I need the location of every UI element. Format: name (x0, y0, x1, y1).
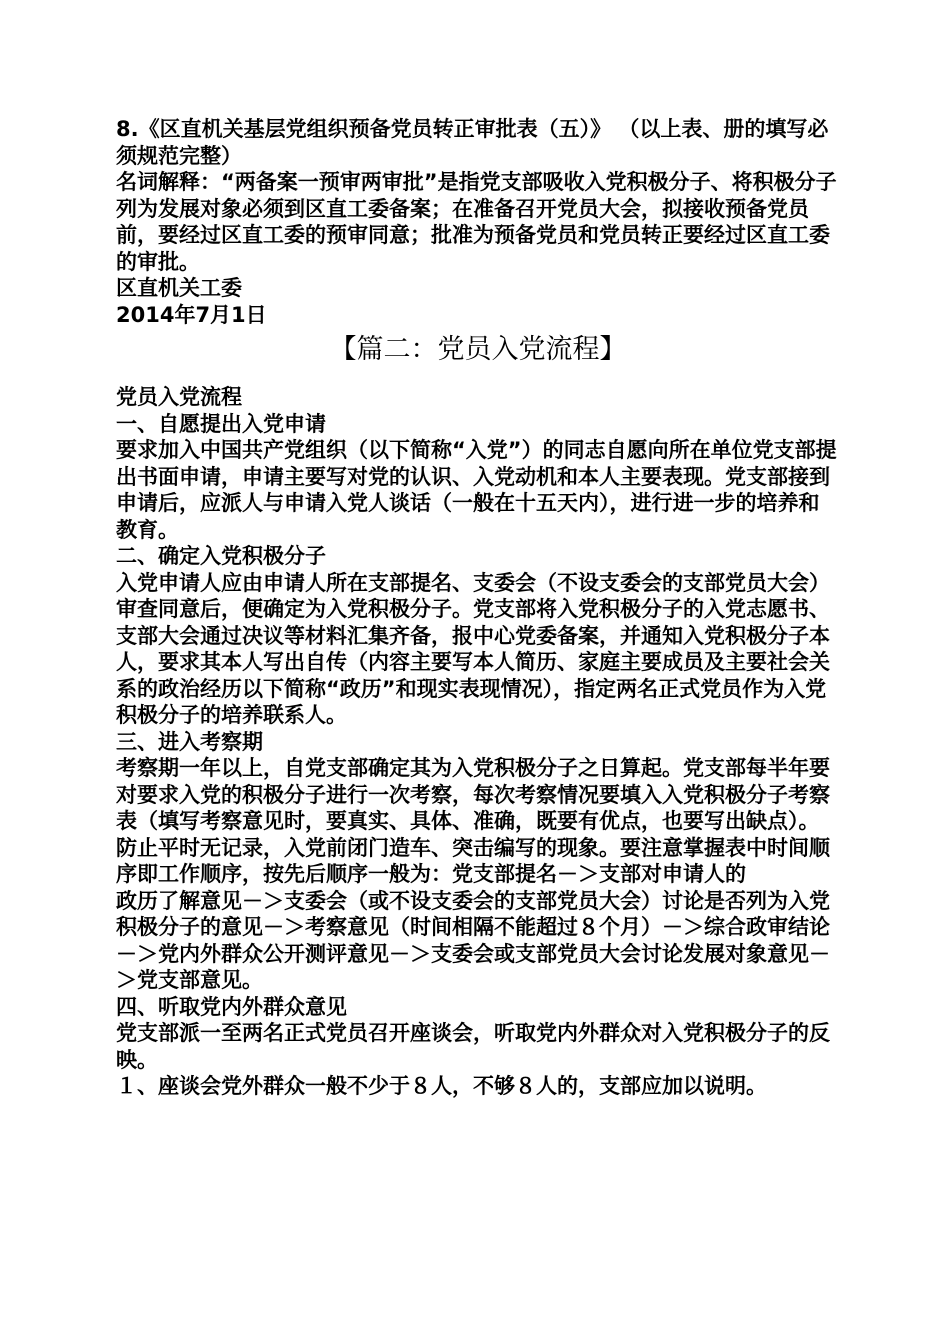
paragraph: 党员入党流程 (116, 385, 242, 409)
paragraph: 入党申请人应由申请人所在支部提名、支委会（不设支委会的支部党员大会）审查同意后，便确定为入党积极分子。党支部将入党积极分子的入党志愿书、支部大会通过决议等材料汇集齐备，报中心党委备案，并通知入党积极分子本人，要求其本人写出自传（内容主要写本人简历、家庭主要成员及主要社会关系的政治经历以下简称“政历”和现实表现情况），指定两名正式党员作为入党积极分子的培养联系人。 (116, 570, 830, 727)
heading: 一、自愿提出入党申请 (116, 411, 326, 436)
document-body (116, 116, 840, 1100)
heading: 二、确定入党积极分子 (116, 544, 326, 568)
paragraph: 考察期一年以上，自党支部确定其为入党积极分子之日算起。党支部每半年要对要求入党的积极分子进行一次考察，每次考察情况要填入入党积极分子考察表（填写考察意见时，要真实、具体、准确，既要有优点，也要写出缺点）。防止平时无记录，入党前闭门造车、突击编写的现象。要注意掌握表中时间顺序即工作顺序，按先后顺序一般为：党支部提名－＞支部对申请人的 (116, 756, 830, 886)
date-line: 2014年7月1日 (116, 302, 267, 327)
paragraph: 8.《区直机关基层党组织预备党员转正审批表（五）》 （以上表、册的填写必须规范完整） (116, 117, 829, 168)
paragraph: 要求加入中国共产党组织（以下简称“入党”）的同志自愿向所在单位党支部提出书面申请，申请主要写对党的认识、入党动机和本人主要表现。党支部接到申请后，应派人与申请入党人谈话（一般在十五天内），进行进一步的培养和教育。 (116, 438, 837, 542)
paragraph: 区直机关工委 (116, 276, 242, 300)
heading: 四、听取党内外群众意见 (116, 994, 347, 1019)
heading: 三、进入考察期 (116, 729, 263, 754)
paragraph: １、座谈会党外群众一般不少于８人，不够８人的，支部应加以说明。 (116, 1074, 767, 1098)
paragraph: 政历了解意见－＞支委会（或不设支委会的支部党员大会）讨论是否列为入党积极分子的意见－＞考察意见（时间相隔不能超过８个月）－＞综合政审结论－＞党内外群众公开测评意见－＞支委会或支部党员大会讨论发展对象意见－＞党支部意见。 (116, 888, 830, 992)
section-title: 【篇二：党员入党流程】 (329, 334, 627, 365)
paragraph: 党支部派一至两名正式党员召开座谈会，听取党内外群众对入党积极分子的反映。 (116, 1021, 830, 1072)
paragraph: 名词解释：“两备案一预审两审批”是指党支部吸收入党积极分子、将积极分子列为发展对象必须到区直工委备案；在准备召开党员大会，拟接收预备党员前，要经过区直工委的预审同意；批准为预备党员和党员转正要经过区直工委的审批。 (116, 170, 837, 274)
